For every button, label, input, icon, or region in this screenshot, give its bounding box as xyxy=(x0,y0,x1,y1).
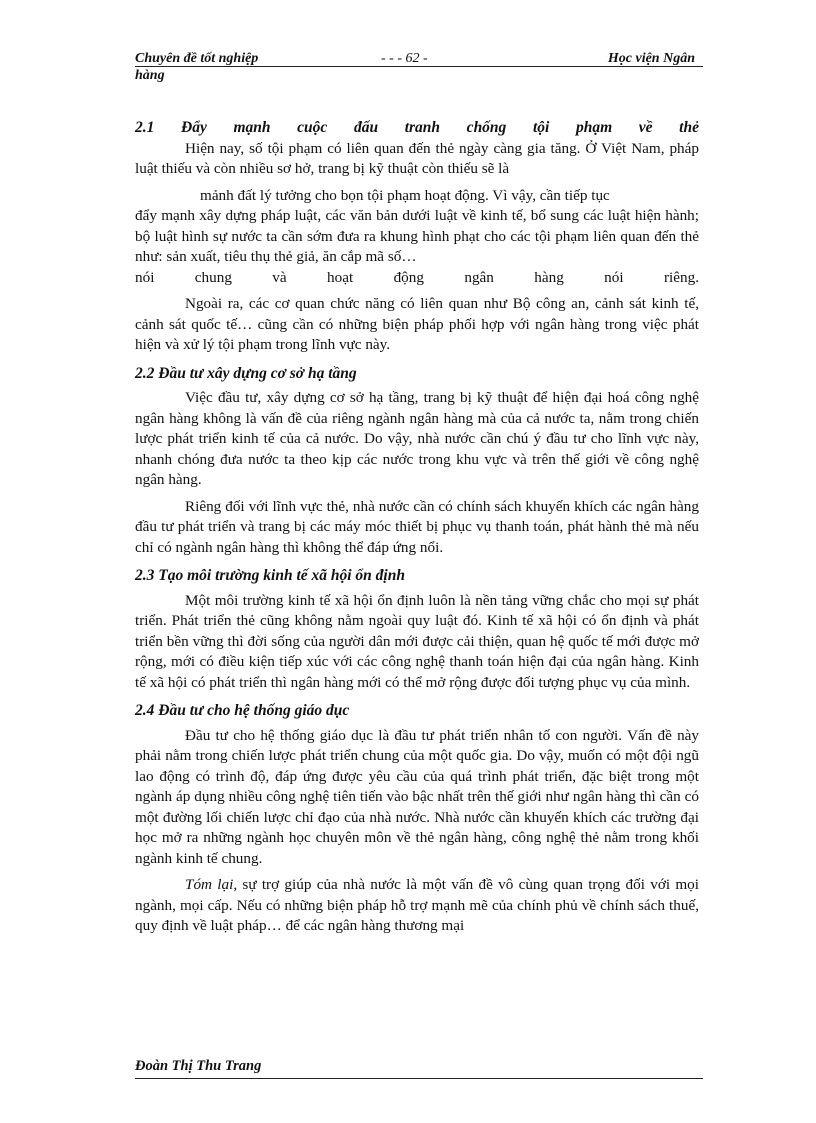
document-body xyxy=(135,118,699,937)
paragraph-line: mảnh đất lý tưởng cho bọn tội phạm hoạt động. Vì vậy, cần tiếp tục xyxy=(200,186,610,204)
paragraph: Việc đầu tư, xây dựng cơ sở hạ tầng, trang bị kỹ thuật để hiện đại hoá công nghệ ngân hàng không là vấn đề của riêng ngành ngân hàng mà của cả nước ta, nằm trong chiến lược phát triển kinh tế của cả nước. Do vậy, nhà nước cần chú ý đầu tư cho lĩnh vực này, nhanh chóng đưa nước ta theo kịp các nước trong khu vực và trên thế giới về công nghệ ngân hàng. xyxy=(135,389,699,488)
paragraph-line: nói chung và hoạt động ngân hàng nói riêng. xyxy=(135,268,699,286)
emphasis-text: Tóm lại, xyxy=(185,876,238,893)
paragraph: Đầu tư cho hệ thống giáo dục là đầu tư phát triển nhân tố con người. Vấn đề này phải nằm trong chiến lược phát triển chung của một quốc gia. Do vậy, muốn có một đội ngũ lao động có trình độ, đáp ứng được yêu cầu của quá trình phát triển, đặc biệt trong một ngành áp dụng nhiều công nghệ tiên tiến vào bậc nhất trên thế giới như ngân hàng thì cần có một đường lối chiến lược chỉ đạo của nhà nước. Nhà nước cần khuyến khích các trường đại học mở ra những ngành học chuyên môn về thẻ ngân hàng, công nghệ thẻ nằm trong khối ngành kinh tế chung. xyxy=(135,726,699,867)
paragraph-text: sự trợ giúp của nhà nước là một vấn đề vô cùng quan trọng đối với mọi ngành, mọi cấp. Nếu có những biện pháp hỗ trợ mạnh mẽ của chính phủ về chính sách thuế, quy định về luật pháp… để các ngân hàng thương mại xyxy=(135,876,699,934)
paragraph xyxy=(135,875,699,937)
header-title: Chuyên đề tốt nghiệp xyxy=(135,51,259,66)
header-rule xyxy=(135,66,703,67)
paragraph: Một môi trường kinh tế xã hội ổn định luôn là nền tảng vững chắc cho mọi sự phát triển. Phát triển thẻ cũng không nằm ngoài quy luật đó. Kinh tế xã hội có ổn định và phát triển bền vững thì đời sống của người dân mới được cải thiện, quan hệ quốc tế mới được mở rộng, mới có điều kiện tiếp xúc với các công nghệ thanh toán hiện đại của ngân hàng. Kinh tế xã hội có phát triển thì ngân hàng mới có thể mở rộng được đối tượng phục vụ của mình. xyxy=(135,591,699,691)
footer-rule xyxy=(135,1078,703,1079)
section-heading-2-2: 2.2 Đầu tư xây dựng cơ sở hạ tầng xyxy=(135,364,357,382)
section-heading-2-4: 2.4 Đầu tư cho hệ thống giáo dục xyxy=(135,702,350,719)
page-number: - - - 62 - xyxy=(381,51,428,66)
paragraph: Ngoài ra, các cơ quan chức năng có liên quan như Bộ công an, cảnh sát kinh tế, cảnh sát quốc tế… cũng cần có những biện pháp phối hợp với ngân hàng trong việc phát hiện và xử lý tội phạm trong lĩnh vực này. xyxy=(135,295,699,353)
paragraph: Riêng đối với lĩnh vực thẻ, nhà nước cần có chính sách khuyến khích các ngân hàng đầu tư phát triển và trang bị các máy móc thiết bị phục vụ thanh toán, phát hành thẻ mà nếu chỉ có ngành ngân hàng thì không thể đáp ứng nổi. xyxy=(135,497,699,556)
header-title-continued: hàng xyxy=(135,68,165,83)
paragraph: Hiện nay, số tội phạm có liên quan đến thẻ ngày càng gia tăng. Ở Việt Nam, pháp luật thiếu và còn nhiều sơ hở, trang bị kỹ thuật còn thiếu sẽ là xyxy=(135,139,699,177)
header-institution: Học viện Ngân xyxy=(607,51,695,66)
section-heading-2-3: 2.3 Tạo môi trường kinh tế xã hội ổn định xyxy=(135,567,405,584)
section-heading-2-1: 2.1 Đẩy mạnh cuộc đấu tranh chống tội phạm về thẻ xyxy=(135,119,699,136)
page-header xyxy=(135,47,703,83)
paragraph: đẩy mạnh xây dựng pháp luật, các văn bản dưới luật về kinh tế, bổ sung các luật hiện hành; bộ luật hình sự nước ta cần sớm đưa ra khung hình phạt cho các tội phạm liên quan đến thẻ như: sản xuất, tiêu thụ thẻ giả, ăn cắp mã số… xyxy=(135,207,699,265)
footer-author: Đoàn Thị Thu Trang xyxy=(135,1058,262,1074)
